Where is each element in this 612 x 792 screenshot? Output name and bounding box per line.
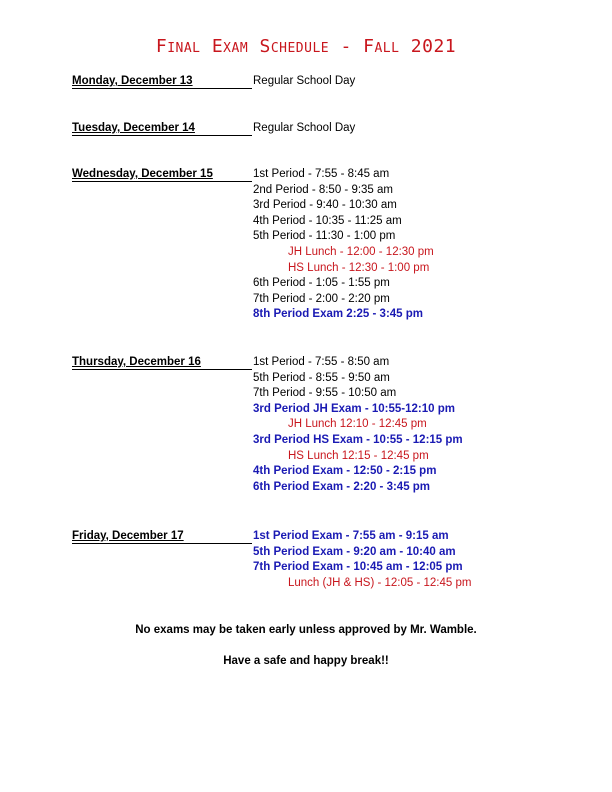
lunch-line: HS Lunch 12:15 - 12:45 pm [288,449,429,462]
day-label-wednesday: Wednesday, December 15 [72,167,252,182]
schedule-line: 1st Period - 7:55 - 8:50 am [253,356,390,368]
day-schedule-thursday [253,355,463,495]
day-label-thursday: Thursday, December 16 [72,355,252,370]
lunch-line: JH Lunch 12:10 - 12:45 pm [288,418,427,431]
schedule-line: 3rd Period - 9:40 - 10:30 am [253,199,397,212]
schedule-line: 2nd Period - 8:50 - 9:35 am [253,183,393,196]
schedule-line: Regular School Day [253,122,356,134]
exam-line: 3rd Period JH Exam - 10:55-12:10 pm [253,402,455,415]
day-schedule-wednesday [253,167,434,323]
schedule-line: Regular School Day [253,75,356,87]
lunch-line: Lunch (JH & HS) - 12:05 - 12:45 pm [288,576,472,589]
lunch-line: JH Lunch - 12:00 - 12:30 pm [288,245,434,258]
footer-note: No exams may be taken early unless approved by Mr. Wamble. [135,624,477,636]
page-title: Final Exam Schedule - Fall 2021 [155,36,457,57]
schedule-line: 6th Period - 1:05 - 1:55 pm [253,277,390,290]
schedule-line: 7th Period - 9:55 - 10:50 am [253,387,397,400]
day-label-friday: Friday, December 17 [72,529,252,544]
exam-line: 6th Period Exam - 2:20 - 3:45 pm [253,480,431,493]
schedule-line: 1st Period - 7:55 - 8:45 am [253,168,390,180]
day-label-tuesday: Tuesday, December 14 [72,121,252,136]
footer-farewell: Have a safe and happy break!! [223,655,389,667]
day-schedule-tuesday [253,121,355,137]
exam-line: 4th Period Exam - 12:50 - 2:15 pm [253,465,437,478]
schedule-line: 7th Period - 2:00 - 2:20 pm [253,292,390,305]
exam-line: 3rd Period HS Exam - 10:55 - 12:15 pm [253,433,463,446]
day-label-monday: Monday, December 13 [72,74,252,89]
exam-line: 5th Period Exam - 9:20 am - 10:40 am [253,545,456,558]
schedule-line: 4th Period - 10:35 - 11:25 am [253,214,402,227]
exam-line: 1st Period Exam - 7:55 am - 9:15 am [253,530,449,542]
day-schedule-friday [253,529,471,591]
schedule-line: 5th Period - 8:55 - 9:50 am [253,371,390,384]
day-schedule-monday [253,74,355,90]
schedule-line: 5th Period - 11:30 - 1:00 pm [253,230,396,243]
exam-line: 7th Period Exam - 10:45 am - 12:05 pm [253,561,463,574]
exam-line: 8th Period Exam 2:25 - 3:45 pm [253,308,424,321]
lunch-line: HS Lunch - 12:30 - 1:00 pm [288,261,430,274]
